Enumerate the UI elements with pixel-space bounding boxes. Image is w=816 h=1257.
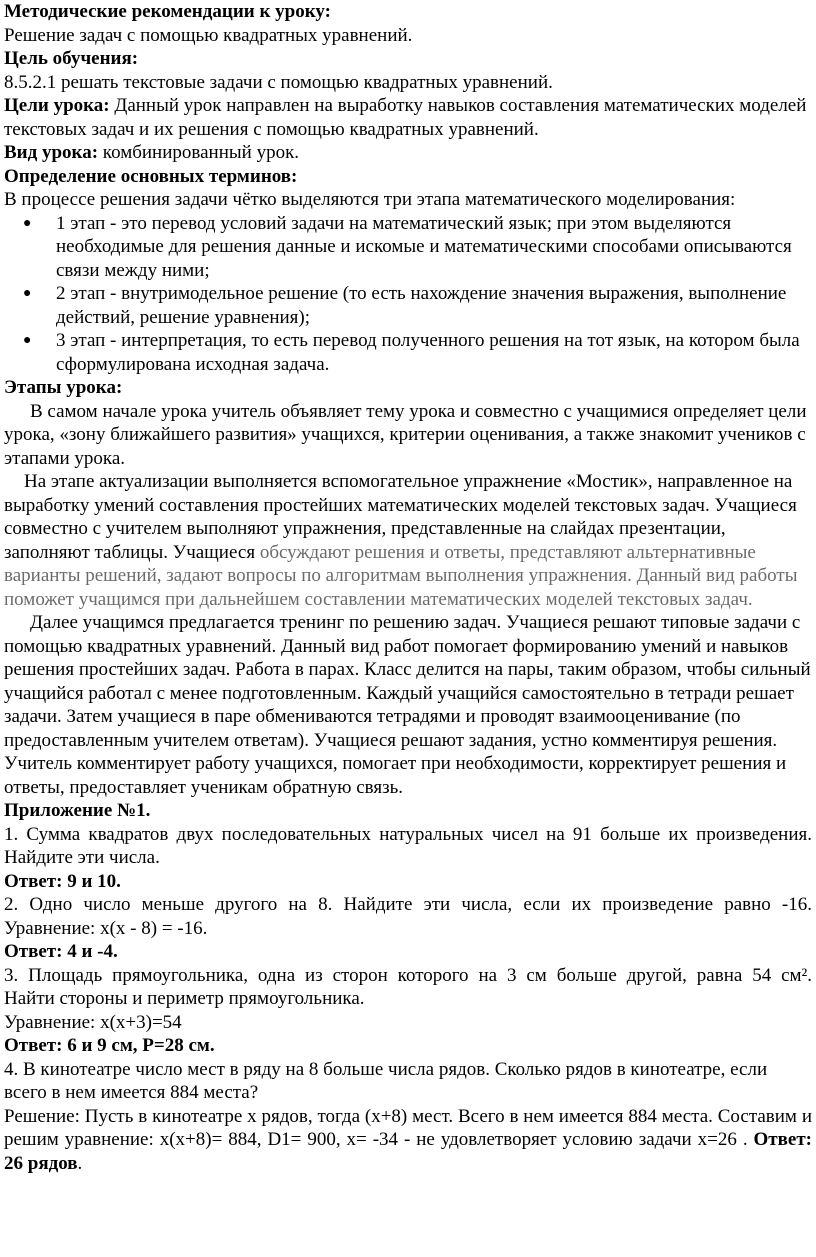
- appendix-heading: Приложение №1.: [4, 800, 151, 821]
- list-item: ● 1 этап - это перевод условий задачи на математический язык; при этом выделяются необходимые для решения данные и искомые и математическими способами описываются связи между ними;: [23, 212, 792, 281]
- lesson-goals-label: Цели урока:: [4, 95, 110, 116]
- stages-paragraph-2: На этапе актуализации выполняется вспомогательное упражнение «Мостик», направленное на выработку умений составления простейших математических моделей текстовых задач. Учащиеся совместно с учителем выполняют упражнения, представленные на слайдах презентации, заполняют таблицы. Учащиеся обсуждают решения и ответы, представляют альтернативные варианты решений, задают вопросы по алгоритмам выполнения упражнения. Данный вид работы поможет учащимся при дальнейшем составлении математических моделей текстовых задач.: [4, 471, 798, 610]
- answer-2: Ответ: 4 и -4.: [4, 941, 118, 962]
- lesson-topic: Решение задач с помощью квадратных уравнений.: [4, 24, 413, 46]
- answer-1: Ответ: 9 и 10.: [4, 870, 121, 892]
- equation-2: Уравнение: х(х - 8) = -16.: [4, 917, 208, 939]
- task-3: 3. Площадь прямоугольника, одна из сторон которого на 3 см больше другой, равна 54 см².: [4, 964, 812, 986]
- lesson-type: [4, 141, 812, 165]
- gray-text: обсуждают решения и ответы, представляют альтернативные варианты решений, задают вопросы по алгоритмам выполнения упражнения. Данный вид работы поможет учащимся при дальнейшем составлении математических моделей текстовых задач.: [4, 541, 798, 610]
- task-3-continued: Найти стороны и периметр прямоугольника.: [4, 988, 365, 1009]
- solution-4: Решение: Пусть в кинотеатре х рядов, тогда (х+8) мест. Всего в нем имеется 884 места. Составим и решим уравнение: х(х+8)= 884, D1= 900, х= -34 - не удовлетворяет условию задачи х=26 . Ответ: 26 рядов.: [4, 1105, 812, 1174]
- lesson-goals: [4, 94, 812, 141]
- lesson-type-label: Вид урока:: [4, 142, 99, 163]
- bullet-icon: ●: [23, 333, 32, 348]
- goal-text: 8.5.2.1 решать текстовые задачи с помощью квадратных уравнений.: [4, 71, 553, 93]
- terms-heading: Определение основных терминов:: [4, 165, 298, 187]
- document-title: Методические рекомендации к уроку:: [4, 1, 331, 22]
- modeling-stages-list: [4, 212, 812, 377]
- task-4: 4. В кинотеатре число мест в ряду на 8 больше числа рядов. Сколько рядов в кинотеатре, если всего в нем имеется 884 места?: [4, 1058, 768, 1103]
- lesson-goals-text: Данный урок направлен на выработку навыков составления математических моделей текстовых задач и их решения с помощью квадратных уравнений.: [4, 95, 807, 140]
- list-item: ● 3 этап - интерпретация, то есть перевод полученного решения на тот язык, на котором была сформулирована исходная задача.: [23, 330, 800, 375]
- stages-paragraph-1: В самом начале урока учитель объявляет тему урока и совместно с учащимися определяет цели урока, «зону ближайшего развития» учащихся, критерии оценивания, а также знакомит учеников с этапами урока.: [4, 400, 807, 469]
- answer-4: Ответ: 26 рядов: [4, 1129, 812, 1174]
- goal-heading: Цель обучения:: [4, 48, 139, 69]
- equation-3: Уравнение: х(х+3)=54: [4, 1011, 182, 1033]
- task-2: 2. Одно число меньше другого на 8. Найдите эти числа, если их произведение равно -16.: [4, 894, 812, 915]
- terms-intro: В процессе решения задачи чётко выделяются три этапа математического моделирования:: [4, 189, 736, 210]
- task-1: 1. Сумма квадратов двух последовательных натуральных чисел на 91 больше их произведения. Найдите эти числа.: [4, 823, 812, 868]
- lesson-type-text: комбинированный урок.: [98, 142, 300, 163]
- stages-heading: Этапы урока:: [4, 377, 123, 398]
- list-item: ● 2 этап - внутримодельное решение (то есть нахождение значения выражения, выполнение действий, решение уравнения);: [23, 283, 787, 328]
- stages-paragraph-3: Далее учащимся предлагается тренинг по решению задач. Учащиеся решают типовые задачи с помощью квадратных уравнений. Данный вид работ помогает формированию умений и навыков решения простейших задач. Работа в парах. Класс делится на пары, таким образом, чтобы сильный учащийся работал с менее подготовленным. Каждый учащийся самостоятельно в тетради решает задачи. Затем учащиеся в паре обмениваются тетрадями и проводят взаимооценивание (по предоставленным учителем ответам). Учащиеся решают задания, устно комментируя решения. Учитель комментирует работу учащихся, помогает при необходимости, корректирует решения и ответы, предоставляет ученикам обратную связь.: [4, 612, 811, 798]
- bullet-icon: ●: [23, 286, 32, 301]
- answer-3: Ответ: 6 и 9 см, Р=28 см.: [4, 1035, 215, 1056]
- bullet-icon: ●: [23, 215, 32, 231]
